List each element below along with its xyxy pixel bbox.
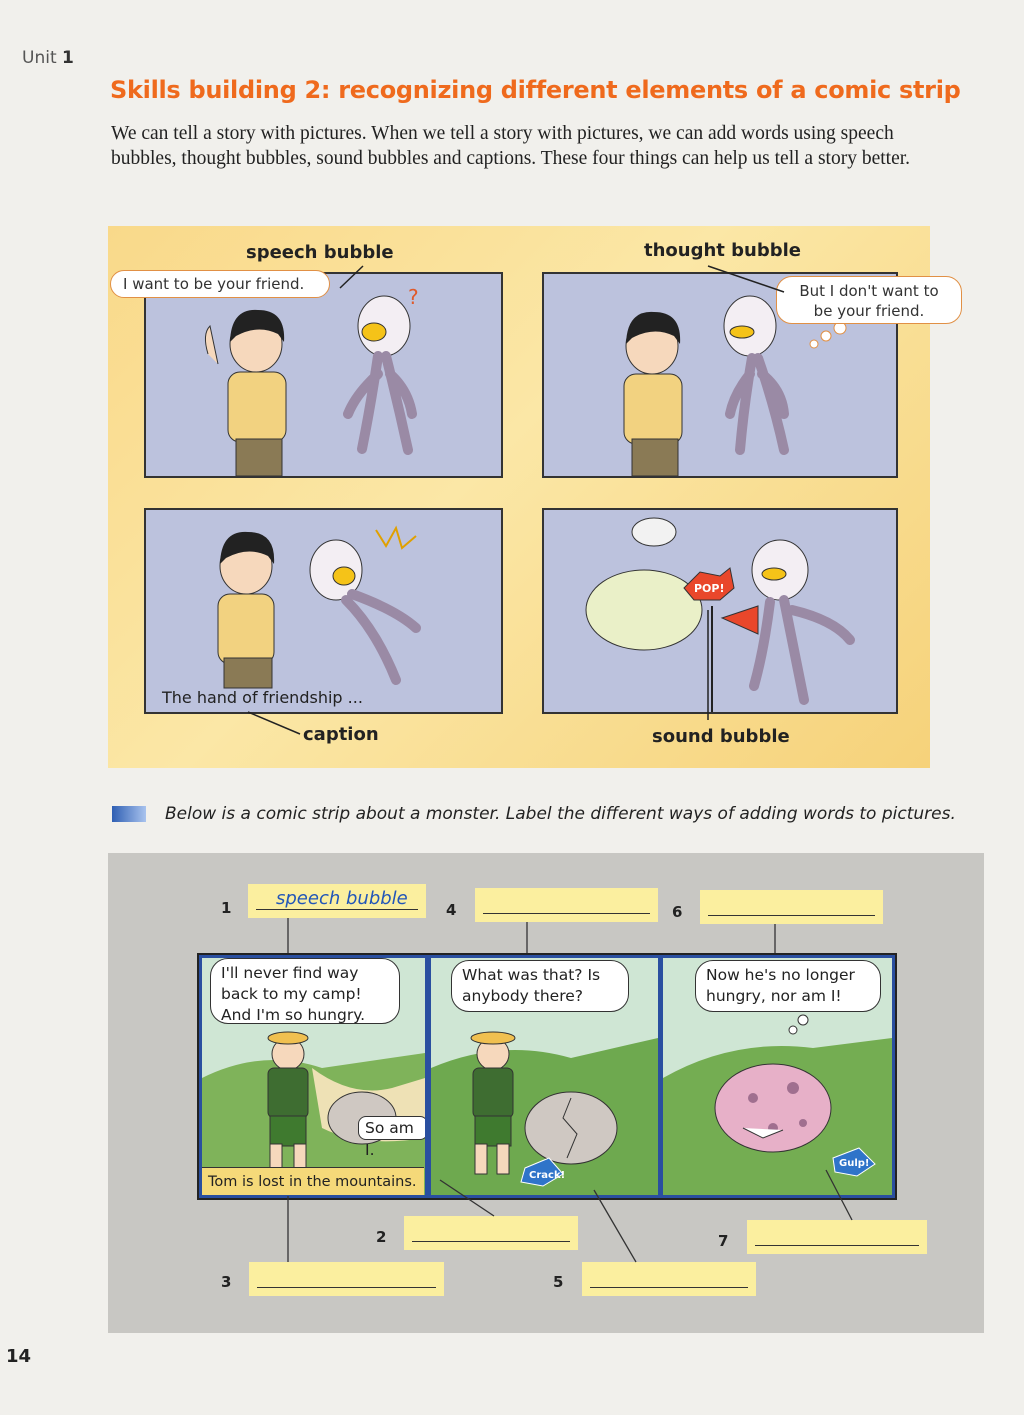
svg-text:?: ? [408, 285, 419, 309]
girl-alien-illustration [146, 510, 501, 712]
intro-paragraph: We can tell a story with pictures. When we tell a story with pictures, we can add words using speech bubbles, thought bubbles, sound bubbles and captions. These four things can help us tell a story better. [111, 123, 911, 169]
panel-2-sound-bubble: Crack! [529, 1170, 566, 1181]
panel-2-speech-bubble: What was that? Is anybody there? [451, 960, 629, 1012]
thought-bubble-example: But I don't want to be your friend. [776, 276, 962, 324]
comic-panel-3 [663, 958, 892, 1195]
answer-box-6[interactable] [700, 890, 883, 924]
label-number-7: 7 [718, 1232, 729, 1250]
answer-box-1[interactable] [248, 884, 426, 918]
unit-label: Unit 1 [22, 48, 74, 68]
caption-example: The hand of friendship ... [162, 688, 363, 707]
instruction-text: Below is a comic strip about a monster. Label the different ways of adding words to pictures. [165, 804, 956, 824]
answer-box-5[interactable] [582, 1262, 756, 1296]
label-number-2: 2 [376, 1228, 387, 1246]
panel-3-sound-bubble: Gulp! [839, 1158, 870, 1169]
answer-box-3[interactable] [249, 1262, 444, 1296]
panel-1-speech-bubble: I'll never find way back to my camp! And I'm so hungry. [210, 958, 400, 1024]
panel-3-thought-bubble: Now he's no longer hungry, nor am I! [695, 960, 881, 1012]
speech-bubble-example: I want to be your friend. [110, 270, 330, 298]
label-sound-bubble: sound bubble [652, 726, 790, 747]
label-number-3: 3 [221, 1273, 232, 1291]
panel-1-sound-bubble: So am I. [358, 1116, 425, 1140]
example-comic [108, 226, 939, 768]
girl-alien-illustration [146, 274, 501, 476]
comic-panel-1 [202, 958, 425, 1195]
monster-comic-strip [197, 953, 897, 1200]
label-number-1: 1 [221, 899, 232, 917]
comic-panel-2 [431, 958, 658, 1195]
sound-bubble-example: POP! [694, 582, 725, 595]
label-caption: caption [303, 724, 379, 745]
label-speech-bubble: speech bubble [246, 242, 394, 263]
example-panel-3 [144, 508, 503, 714]
page-title: Skills building 2: recognizing different elements of a comic strip [110, 76, 961, 104]
answer-box-7[interactable] [747, 1220, 927, 1254]
page-number: 14 [6, 1346, 32, 1367]
example-panel-1 [144, 272, 503, 478]
instruction-marker [112, 806, 146, 822]
alien-smoke-illustration [544, 510, 896, 712]
answer-box-2[interactable] [404, 1216, 578, 1250]
answer-box-4[interactable] [475, 888, 658, 922]
label-number-4: 4 [446, 901, 457, 919]
label-thought-bubble: thought bubble [644, 240, 802, 261]
panel-1-caption: Tom is lost in the mountains. [202, 1167, 424, 1195]
label-number-5: 5 [553, 1273, 564, 1291]
example-panel-4 [542, 508, 898, 714]
label-number-6: 6 [672, 903, 683, 921]
answer-1-text: speech bubble [276, 888, 408, 909]
